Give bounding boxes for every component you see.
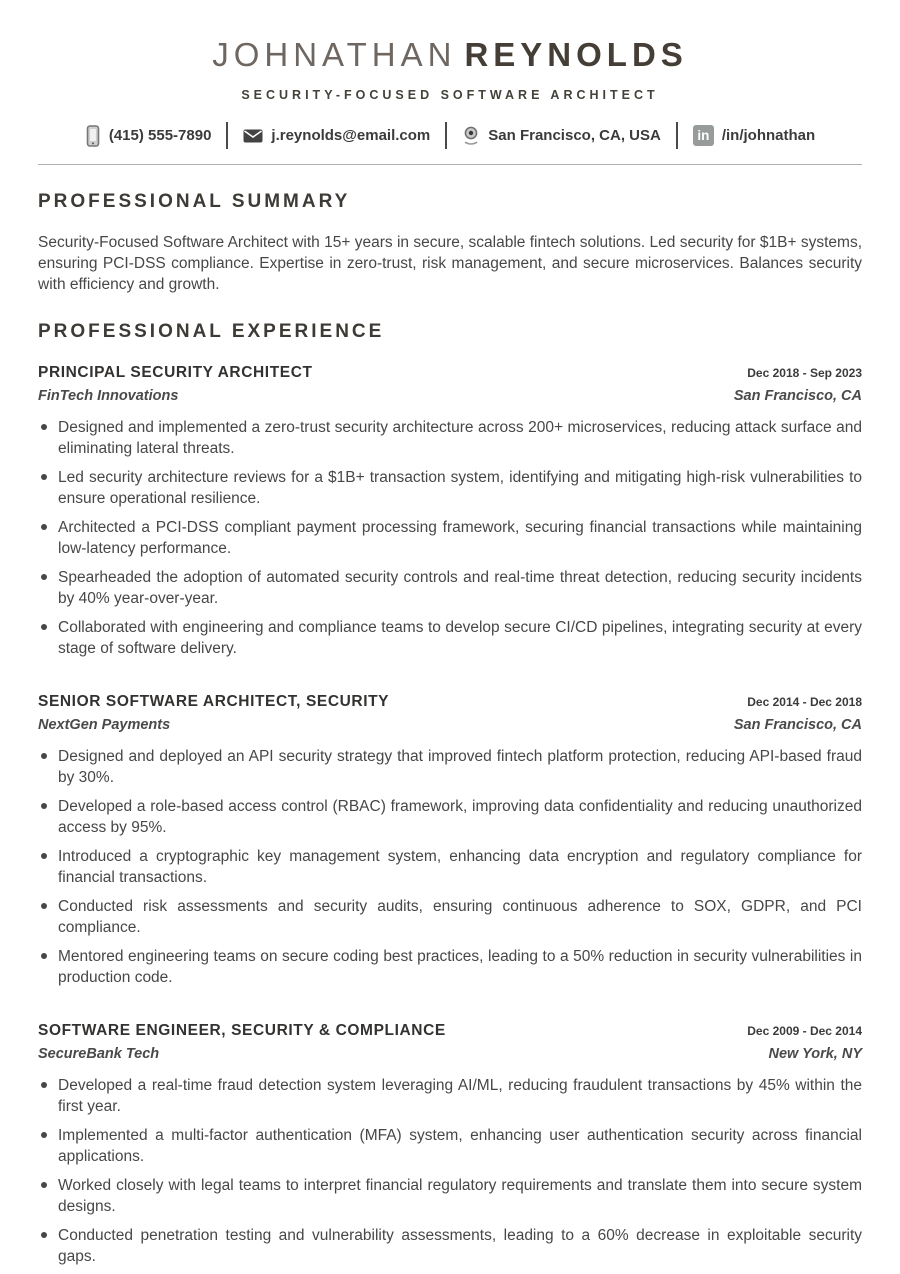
job-bullet: Collaborated with engineering and compliance teams to develop secure CI/CD pipelines, integrating security at every stage of software delivery. [38, 617, 862, 659]
contact-separator [445, 122, 447, 149]
job-bullet: Introduced a cryptographic key management system, enhancing data encryption and regulatory compliance for financial transactions. [38, 846, 862, 888]
job-location: San Francisco, CA [733, 388, 862, 404]
contact-phone-text: (415) 555-7890 [108, 127, 212, 144]
job-company: NextGen Payments [38, 717, 171, 733]
job-bullet: Conducted penetration testing and vulnerability assessments, leading to a 60% decrease in exploitable security gaps. [38, 1225, 862, 1267]
summary-heading: PROFESSIONAL SUMMARY [38, 191, 351, 212]
header-divider [38, 164, 862, 165]
job-bullet: Spearheaded the adoption of automated security controls and real-time threat detection, reducing security incidents by 40% year-over-year. [38, 567, 862, 609]
job-bullets [38, 1075, 862, 1267]
experience-section [38, 321, 862, 1267]
experience-heading: PROFESSIONAL EXPERIENCE [38, 321, 385, 342]
job-dates: Dec 2018 - Sep 2023 [747, 366, 862, 380]
candidate-title: SECURITY-FOCUSED SOFTWARE ARCHITECT [241, 88, 659, 102]
job-location: New York, NY [768, 1046, 862, 1062]
resume-header [38, 34, 862, 165]
candidate-name [38, 34, 862, 76]
mail-icon [243, 128, 263, 144]
job-bullets [38, 746, 862, 988]
job-bullet: Developed a real-time fraud detection system leveraging AI/ML, reducing fraudulent transactions by 45% within the first year. [38, 1075, 862, 1117]
job-title: SENIOR SOFTWARE ARCHITECT, SECURITY [38, 693, 390, 710]
contact-location-text: San Francisco, CA, USA [488, 127, 661, 144]
phone-icon [85, 124, 101, 148]
linkedin-icon: in [693, 125, 714, 146]
job-bullet: Developed a role-based access control (RBAC) framework, improving data confidentiality and reducing unauthorized access by 95%. [38, 796, 862, 838]
job-dates: Dec 2009 - Dec 2014 [747, 1024, 862, 1038]
job-entry [38, 693, 862, 988]
job-title: PRINCIPAL SECURITY ARCHITECT [38, 364, 313, 381]
contact-linkedin [693, 125, 815, 146]
contact-separator [676, 122, 678, 149]
contact-phone [85, 124, 212, 148]
summary-text: Security-Focused Software Architect with 15+ years in secure, scalable fintech solutions. Led security for $1B+ systems, ensuring PCI-DSS compliance. Expertise in zero-trust, risk management, and secure microservices. Balances security with efficiency and growth. [38, 234, 862, 293]
summary-section [38, 191, 862, 295]
candidate-first-name: JOHNATHAN [212, 36, 457, 73]
contact-linkedin-text: /in/johnathan [721, 127, 816, 144]
job-bullet: Designed and implemented a zero-trust security architecture across 200+ microservices, reducing attack surface and eliminating lateral threats. [38, 417, 862, 459]
contact-email-text: j.reynolds@email.com [271, 127, 431, 144]
job-bullet: Led security architecture reviews for a $1B+ transaction system, identifying and mitigating high-risk vulnerabilities to ensure operational resilience. [38, 467, 862, 509]
job-dates: Dec 2014 - Dec 2018 [747, 695, 862, 709]
job-bullet: Implemented a multi-factor authentication (MFA) system, enhancing user authentication security across financial applications. [38, 1125, 862, 1167]
contact-location [462, 125, 661, 147]
contact-separator [226, 122, 228, 149]
location-icon [462, 125, 480, 147]
contact-row [38, 122, 862, 149]
job-bullets [38, 417, 862, 659]
job-title: SOFTWARE ENGINEER, SECURITY & COMPLIANCE [38, 1022, 446, 1039]
job-bullet: Worked closely with legal teams to interpret financial regulatory requirements and translate them into secure system designs. [38, 1175, 862, 1217]
job-bullet: Conducted risk assessments and security audits, ensuring continuous adherence to SOX, GDPR, and PCI compliance. [38, 896, 862, 938]
candidate-last-name: REYNOLDS [464, 36, 688, 73]
job-location: San Francisco, CA [733, 717, 862, 733]
job-bullet: Designed and deployed an API security strategy that improved fintech platform protection, reducing API-based fraud by 30%. [38, 746, 862, 788]
contact-email [243, 127, 430, 144]
job-bullet: Mentored engineering teams on secure coding best practices, leading to a 50% reduction in security vulnerabilities in production code. [38, 946, 862, 988]
job-entry [38, 364, 862, 659]
job-company: SecureBank Tech [38, 1046, 160, 1062]
job-entry [38, 1022, 862, 1267]
job-bullet: Architected a PCI-DSS compliant payment processing framework, securing financial transactions while maintaining low-latency performance. [38, 517, 862, 559]
job-company: FinTech Innovations [38, 388, 179, 404]
